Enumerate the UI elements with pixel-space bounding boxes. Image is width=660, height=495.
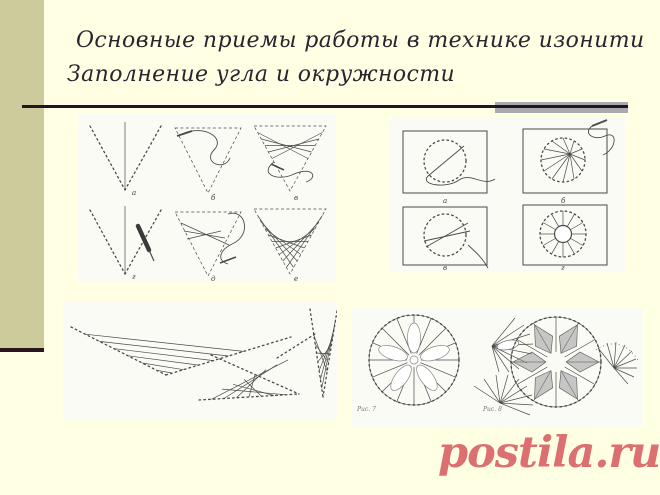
needle-icon xyxy=(177,131,192,136)
watermark-postila: postila.ru xyxy=(438,428,660,478)
diagram-rosette-five-petals xyxy=(369,315,459,405)
slide-title-line-2: Заполнение угла и окружности xyxy=(67,62,456,87)
diagram-angle-step-b xyxy=(175,128,241,202)
title-rule-gray-bar xyxy=(495,102,628,113)
panel-circle-technique-steps xyxy=(389,117,625,272)
diagram-fan-right xyxy=(596,342,638,384)
circle-steps-figure xyxy=(389,117,625,272)
slide-title-line-1: Основные приемы работы в технике изонити xyxy=(76,28,645,53)
panel-angle-samples xyxy=(63,301,337,419)
diagram-angle-step-g xyxy=(90,206,161,281)
figure-7-caption: Рис. 7 xyxy=(357,406,376,413)
step-label: б xyxy=(211,194,216,202)
step-label: а xyxy=(132,189,137,197)
diagram-rosette-six-petals xyxy=(511,317,601,407)
title-rule-line xyxy=(22,105,628,108)
diagram-narrow-angle xyxy=(310,309,337,397)
needle-icon xyxy=(592,120,607,126)
step-label: д xyxy=(211,275,216,282)
step-label: е xyxy=(294,275,299,282)
panel-circle-samples xyxy=(352,308,643,427)
left-accent-band xyxy=(0,0,44,348)
circle-samples-figure xyxy=(352,308,643,427)
panel-angle-technique-steps xyxy=(78,114,336,282)
step-label: б xyxy=(561,197,566,205)
diagram-circle-step-b xyxy=(523,120,614,205)
diagram-circle-step-v xyxy=(403,207,488,272)
figure-8-caption: Рис. 8 xyxy=(483,406,502,413)
needle-icon xyxy=(220,257,236,263)
step-label: г xyxy=(561,264,565,272)
diagram-wide-angle xyxy=(71,327,291,375)
left-accent-band-end-line xyxy=(0,348,44,352)
diagram-circle-step-a xyxy=(403,131,495,205)
angle-steps-figure xyxy=(78,114,336,282)
step-label: в xyxy=(294,194,299,202)
needle-icon xyxy=(271,164,284,170)
step-label: а xyxy=(443,197,448,205)
diagram-circle-step-g xyxy=(523,205,607,272)
diagram-angle-step-v xyxy=(254,126,326,202)
diagram-angle-step-d xyxy=(175,212,244,282)
step-label: в xyxy=(443,264,448,272)
step-label: г xyxy=(132,273,136,281)
awl-icon xyxy=(138,226,149,250)
diagram-horizontal-angle xyxy=(199,334,315,400)
diagram-angle-step-e xyxy=(254,209,326,282)
diagram-angle-step-a xyxy=(90,122,161,197)
angle-samples-figure xyxy=(63,301,337,419)
